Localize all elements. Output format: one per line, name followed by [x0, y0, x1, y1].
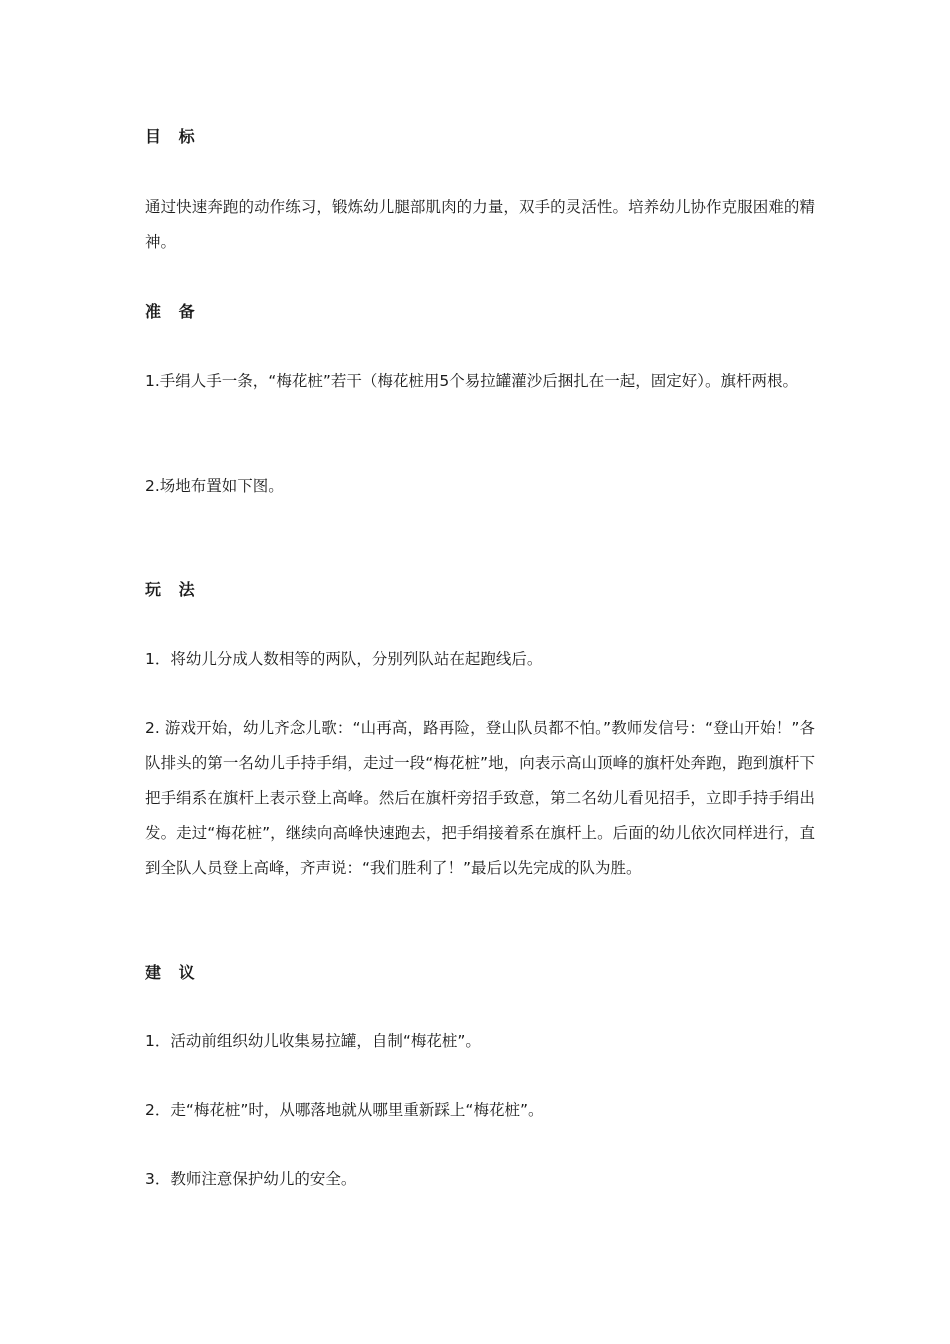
- prep-item-2: 2.场地布置如下图。: [145, 477, 284, 495]
- heading-gameplay: 玩 法: [145, 580, 201, 599]
- heading-preparation: 准 备: [145, 302, 201, 321]
- goal-paragraph: 通过快速奔跑的动作练习，锻炼幼儿腿部肌肉的力量，双手的灵活性。培养幼儿协作克服困难的精神。: [145, 198, 815, 251]
- heading-advice: 建 议: [145, 963, 201, 982]
- heading-goal: 目 标: [145, 127, 201, 146]
- advice-item-1: 1．活动前组织幼儿收集易拉罐，自制“梅花桩”。: [145, 1032, 481, 1050]
- advice-item-2: 2．走“梅花桩”时，从哪落地就从哪里重新踩上“梅花桩”。: [145, 1101, 544, 1119]
- advice-item-3: 3．教师注意保护幼儿的安全。: [145, 1170, 357, 1188]
- play-item-2: 2. 游戏开始，幼儿齐念儿歌：“山再高，路再险，登山队员都不怕。”教师发信号：“登山开始！”各队排头的第一名幼儿手持手绢，走过一段“梅花桩”地，向表示高山顶峰的旗杆处奔跑，跑到旗杆下把手绢系在旗杆上表示登上高峰。然后在旗杆旁招手致意，第二名幼儿看见招手，立即手持手绢出发。走过“梅花桩”，继续向高峰快速跑去，把手绢接着系在旗杆上。后面的幼儿依次同样进行，直到全队人员登上高峰，齐声说：“我们胜利了！”最后以先完成的队为胜。: [145, 719, 815, 877]
- prep-item-1: 1.手绢人手一条，“梅花桩”若干（梅花桩用5个易拉罐灌沙后捆扎在一起，固定好）。旗杆两根。: [145, 372, 798, 390]
- play-item-1: 1．将幼儿分成人数相等的两队，分别列队站在起跑线后。: [145, 650, 543, 668]
